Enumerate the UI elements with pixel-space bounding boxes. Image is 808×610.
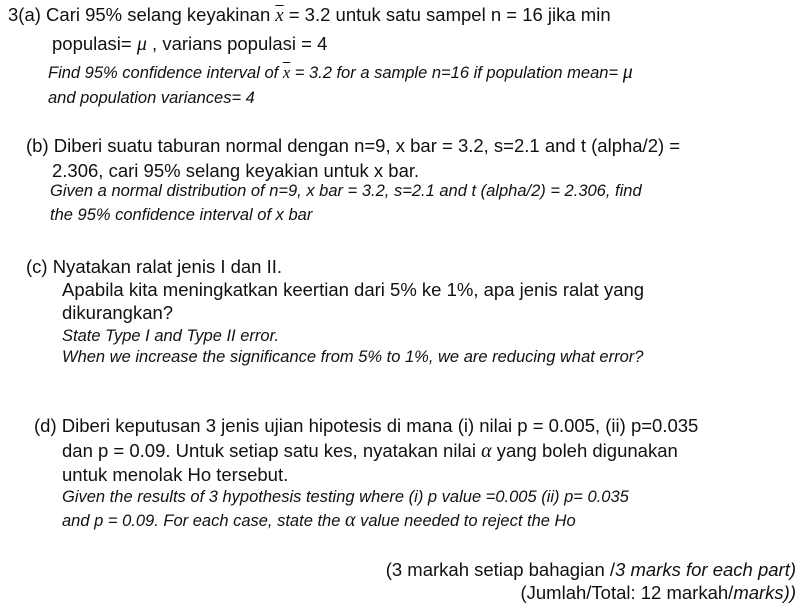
marks-total-text: (Jumlah/Total: 12 markah/ — [520, 582, 734, 603]
question-d-en-text-2b: value needed to reject the Ho — [360, 512, 576, 530]
question-d-ms-text-1: Diberi keputusan 3 jenis ujian hipotesis di mana (i) nilai p = 0.005, (ii) p=0.035 — [61, 415, 699, 436]
question-a-malay-line-2 — [52, 33, 327, 55]
question-d-ms-text-2b: yang boleh digunakan — [496, 440, 678, 461]
question-a-ms-text-1: Cari 95% selang keyakinan — [46, 4, 271, 25]
question-d-label: (d) — [34, 415, 57, 436]
question-a-malay-line-1 — [8, 4, 611, 27]
alpha-symbol: α — [344, 509, 356, 531]
marks-total-text-en: marks)) — [733, 582, 796, 603]
question-a-english-line-2: and population variances= 4 — [48, 89, 255, 107]
question-b-label: (b) — [26, 135, 49, 156]
question-c-english-line-2: When we increase the significance from 5% to 1%, we are reducing what error? — [62, 348, 644, 366]
question-a-english-line-1 — [48, 62, 633, 83]
question-d-malay-line-2 — [62, 440, 678, 462]
question-b-malay-line-1 — [26, 135, 680, 157]
question-b-malay-line-2: 2.306, cari 95% selang keyakian untuk x bar. — [52, 160, 420, 181]
marks-per-part — [386, 559, 796, 581]
question-b-ms-text-1: Diberi suatu taburan normal dengan n=9, x bar = 3.2, s=2.1 and t (alpha/2) = — [53, 135, 681, 156]
question-d-english-line-1: Given the results of 3 hypothesis testing where (i) p value =0.005 (ii) p= 0.035 — [62, 488, 629, 506]
question-a-en-text-1b: = 3.2 for a sample n=16 if population mean= — [294, 64, 619, 82]
marks-per-part-ms: (3 markah setiap bahagian / — [385, 559, 616, 580]
question-a-label: 3(a) — [8, 4, 41, 25]
question-d-malay-line-3: untuk menolak Ho tersebut. — [62, 464, 289, 485]
question-d-malay-line-1 — [34, 415, 698, 437]
question-b-english-line-1: Given a normal distribution of n=9, x bar = 3.2, s=2.1 and t (alpha/2) = 2.306, find — [50, 182, 642, 200]
question-c-malay-line-1 — [26, 256, 282, 278]
marks-per-part-en: 3 marks for each part) — [615, 559, 796, 580]
question-c-malay-line-2: Apabila kita meningkatkan keertian dari 5% ke 1%, apa jenis ralat yang — [62, 279, 645, 300]
question-a-ms-text-1b: = 3.2 untuk satu sampel n = 16 jika min — [288, 4, 611, 25]
question-c-label: (c) — [26, 256, 48, 277]
xbar-symbol: $\overline{x}$ — [275, 6, 284, 26]
question-d-ms-text-2: dan p = 0.09. Untuk setiap satu kes, nyatakan nilai — [62, 440, 476, 461]
question-a-ms-text-2b: , varians populasi = 4 — [152, 33, 328, 54]
marks-total — [520, 582, 796, 604]
question-b-english-line-2: the 95% confidence interval of x bar — [50, 206, 313, 224]
question-c-english-line-1: State Type I and Type II error. — [62, 327, 280, 345]
alpha-symbol: α — [481, 440, 492, 462]
question-a-en-text-1: Find 95% confidence interval of — [48, 64, 279, 82]
question-c-malay-line-3: dikurangkan? — [62, 302, 174, 323]
question-d-en-text-2: and p = 0.09. For each case, state the — [62, 512, 341, 530]
mu-symbol: μ — [622, 61, 633, 83]
question-d-english-line-2 — [62, 510, 576, 531]
mu-symbol: μ — [136, 33, 147, 55]
question-a-ms-text-2: populasi= — [52, 33, 132, 54]
xbar-symbol: $\overline{x}$ — [282, 63, 291, 82]
question-c-ms-text-1: Nyatakan ralat jenis I dan II. — [52, 256, 283, 277]
